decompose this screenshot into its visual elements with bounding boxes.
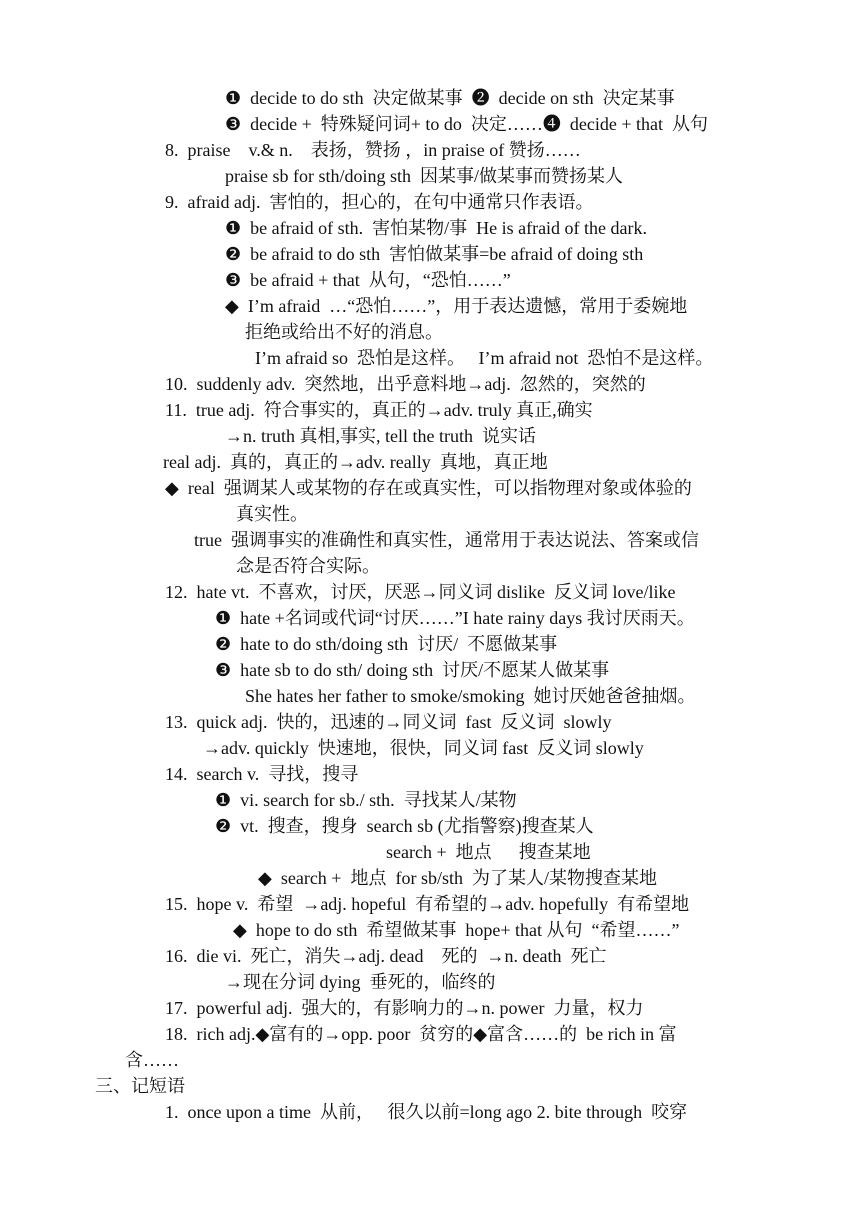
text-line: 真实性。 (236, 504, 308, 524)
text-line: ❶ be afraid of sth. 害怕某物/事 He is afraid of the dark. (225, 218, 648, 238)
text-line: 16. die vi. 死亡，消失→adj. dead 死的 →n. death 死亡 (165, 946, 607, 966)
text-line: 12. hate vt. 不喜欢，讨厌，厌恶→同义词 dislike 反义词 love/like (165, 582, 676, 602)
text-line: 17. powerful adj. 强大的，有影响力的→n. power 力量，权力 (165, 998, 644, 1018)
text-line: 1. once upon a time 从前， 很久以前=long ago 2. bite through 咬穿 (165, 1102, 688, 1122)
text-line: 13. quick adj. 快的，迅速的→同义词 fast 反义词 slowly (165, 712, 612, 732)
text-line: ❸ decide + 特殊疑问词+ to do 决定……❹ decide + that 从句 (225, 114, 709, 134)
text-line: 11. true adj. 符合事实的，真正的→adv. truly 真正,确实 (165, 400, 593, 420)
text-line: 10. suddenly adv. 突然地，出乎意料地→adj. 忽然的，突然的 (165, 374, 646, 394)
text-line: 念是否符合实际。 (236, 556, 380, 576)
text-line: praise sb for sth/doing sth 因某事/做某事而赞扬某人 (225, 166, 623, 186)
text-line: 8. praise v.& n. 表扬，赞扬 ，in praise of 赞扬…… (165, 140, 581, 160)
text-line: 拒绝或给出不好的消息。 (245, 322, 443, 342)
text-line: I’m afraid so 恐怕是这样。 I’m afraid not 恐怕不是这样。 (255, 348, 714, 368)
text-line: →adv. quickly 快速地，很快，同义词 fast 反义词 slowly (203, 738, 644, 758)
text-line: ❸ hate sb to do sth/ doing sth 讨厌/不愿某人做某事 (215, 660, 610, 680)
text-line: →n. truth 真相,事实, tell the truth 说实话 (225, 426, 536, 446)
text-line: ❶ vi. search for sb./ sth. 寻找某人/某物 (215, 790, 517, 810)
text-line: 9. afraid adj. 害怕的，担心的，在句中通常只作表语。 (165, 192, 594, 212)
text-line: ❶ decide to do sth 决定做某事 ❷ decide on sth 决定某事 (225, 88, 675, 108)
text-line: ❸ be afraid + that 从句，“恐怕……” (225, 270, 511, 290)
text-line: real adj. 真的，真正的→adv. really 真地，真正地 (163, 452, 548, 472)
text-line: search + 地点 搜查某地 (386, 842, 591, 862)
text-line: ◆ I’m afraid …“恐怕……”，用于表达遗憾，常用于委婉地 (225, 296, 688, 316)
text-line: ◆ search + 地点 for sb/sth 为了某人/某物搜查某地 (258, 868, 657, 888)
text-line: 14. search v. 寻找，搜寻 (165, 764, 359, 784)
text-line: ◆ hope to do sth 希望做某事 hope+ that 从句 “希望……” (233, 920, 680, 940)
section-heading: 三、记短语 (95, 1076, 185, 1096)
text-line: ❶ hate +名词或代词“讨厌……”I hate rainy days 我讨厌雨天。 (215, 608, 695, 628)
text-line: ❷ be afraid to do sth 害怕做某事=be afraid of doing sth (225, 244, 644, 264)
text-line: true 强调事实的准确性和真实性，通常用于表达说法、答案或信 (194, 530, 699, 550)
text-line: 15. hope v. 希望 →adj. hopeful 有希望的→adv. hopefully 有希望地 (165, 894, 690, 914)
text-line: She hates her father to smoke/smoking 她讨厌她爸爸抽烟。 (245, 686, 696, 706)
text-line: ❷ vt. 搜查，搜身 search sb (尤指警察)搜查某人 (215, 816, 594, 836)
text-line: ◆ real 强调某人或某物的存在或真实性，可以指物理对象或体验的 (165, 478, 692, 498)
text-line: →现在分词 dying 垂死的，临终的 (225, 972, 496, 992)
text-line: 18. rich adj.◆富有的→opp. poor 贫穷的◆富含……的 be rich in 富 (165, 1024, 677, 1044)
text-line: 含…… (125, 1050, 179, 1070)
text-line: ❷ hate to do sth/doing sth 讨厌/ 不愿做某事 (215, 634, 558, 654)
